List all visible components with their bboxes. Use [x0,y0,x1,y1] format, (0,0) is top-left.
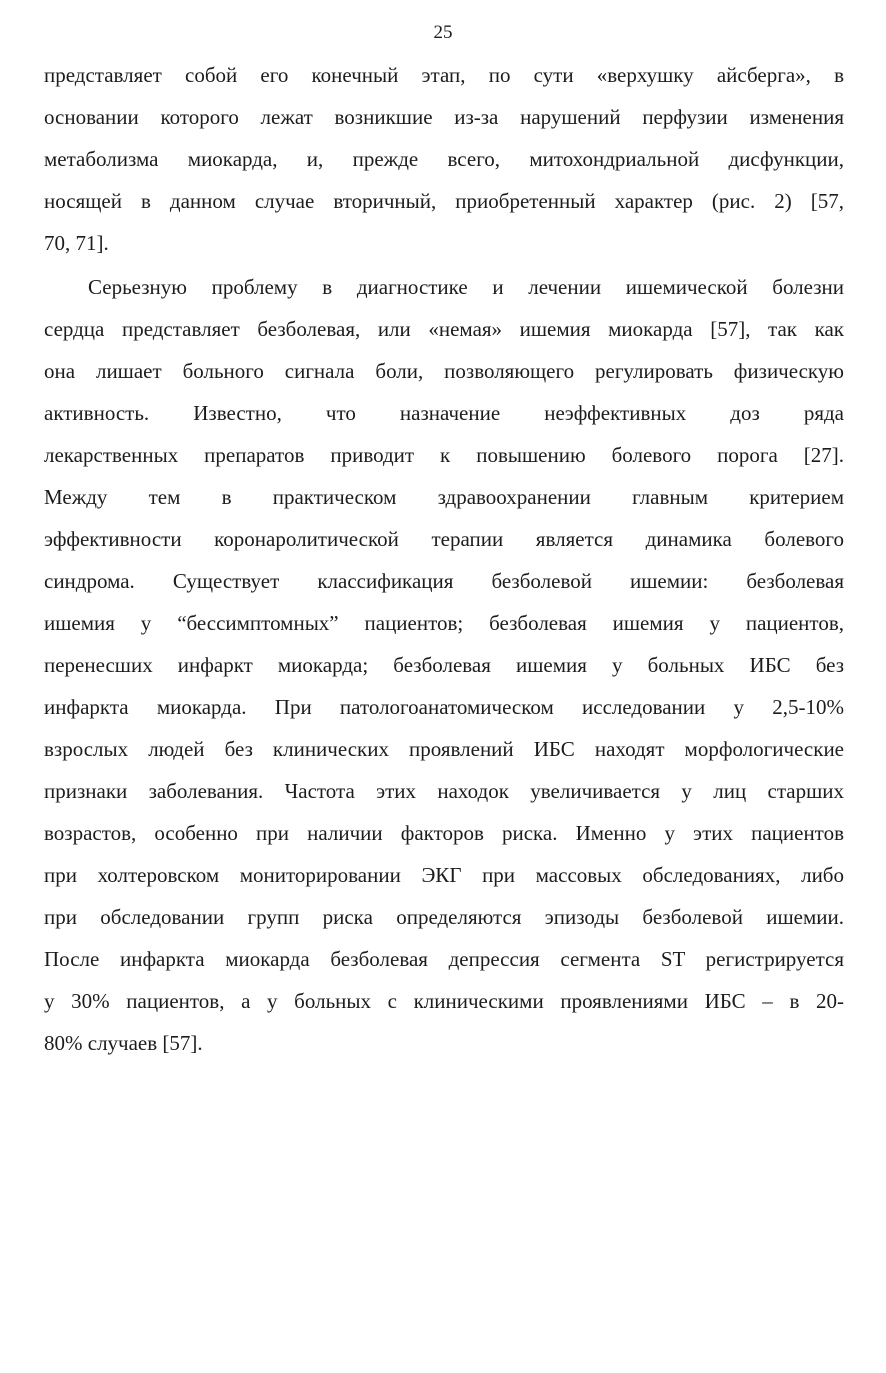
paragraph-2-line: ишемия у “бессимптомных” пациентов; безболевая ишемия у пациентов, [44,611,844,635]
paragraph-2-line: при холтеровском мониторировании ЭКГ при массовых обследованиях, либо [44,863,844,887]
paragraph-2-line: лекарственных препаратов приводит к повышению болевого порога [27]. [44,443,844,467]
paragraph-2-line: перенесших инфаркт миокарда; безболевая ишемия у больных ИБС без [44,653,844,677]
paragraph-2-line: активность. Известно, что назначение неэффективных доз ряда [44,401,844,425]
paragraph-2-line: эффективности коронаролитической терапии является динамика болевого [44,527,844,551]
paragraph-2-line: сердца представляет безболевая, или «немая» ишемия миокарда [57], так как [44,317,844,341]
paragraph-2-line: возрастов, особенно при наличии факторов риска. Именно у этих пациентов [44,821,844,845]
paragraph-2-line: при обследовании групп риска определяются эпизоды безболевой ишемии. [44,905,844,929]
paragraph-2-line: синдрома. Существует классификация безболевой ишемии: безболевая [44,569,844,593]
page-number: 25 [433,22,453,43]
paragraph-1-line: носящей в данном случае вторичный, приобретенный характер (рис. 2) [57, [44,189,844,213]
paragraph-1-line: 70, 71]. [44,231,109,255]
paragraph-2-line: признаки заболевания. Частота этих находок увеличивается у лиц старших [44,779,844,803]
paragraph-2-line: 80% случаев [57]. [44,1031,203,1055]
paragraph-1-line: метаболизма миокарда, и, прежде всего, митохондриальной дисфункции, [44,147,844,171]
paragraph-2-line: инфаркта миокарда. При патологоанатомическом исследовании у 2,5-10% [44,695,844,719]
paragraph-2-line: Серьезную проблему в диагностике и лечении ишемической болезни [88,275,844,299]
paragraph-2-line: После инфаркта миокарда безболевая депрессия сегмента ST регистрируется [44,947,844,971]
paragraph-2-line: она лишает больного сигнала боли, позволяющего регулировать физическую [44,359,844,383]
paragraph-2-line: у 30% пациентов, а у больных с клиническими проявлениями ИБС – в 20- [44,989,844,1013]
paragraph-1-line: основании которого лежат возникшие из-за нарушений перфузии изменения [44,105,844,129]
paragraph-2-line: взрослых людей без клинических проявлений ИБС находят морфологические [44,737,844,761]
paragraph-1-line: представляет собой его конечный этап, по сути «верхушку айсберга», в [44,63,844,87]
paragraph-2-line: Между тем в практическом здравоохранении главным критерием [44,485,844,509]
